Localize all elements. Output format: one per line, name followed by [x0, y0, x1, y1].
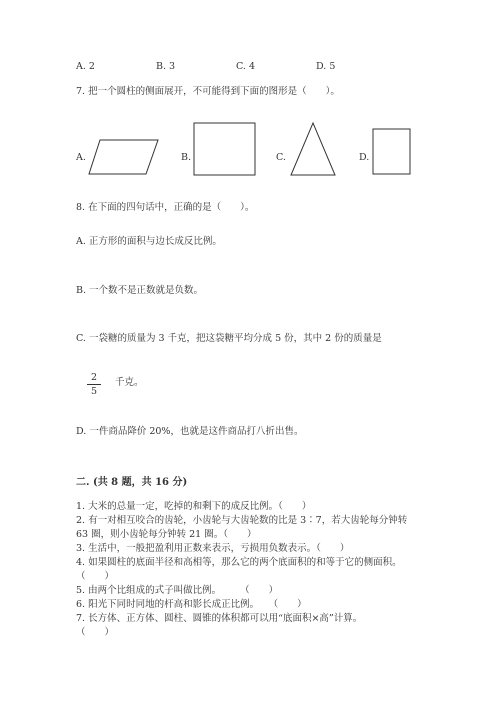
judge-item-1: 1. 大米的总量一定，吃掉的和剩下的成反比例。（ ） [76, 501, 312, 512]
judge-item-2: 2. 有一对相互咬合的齿轮，小齿轮与大齿轮数的比是 3∶7，若大齿轮每分钟转 [76, 515, 408, 526]
q6-option-d: D. 5 [316, 61, 336, 72]
fraction-two-fifths [87, 372, 101, 397]
judge-item-2-cont: 63 圈，则小齿轮每分钟转 21 圈。（ ） [76, 529, 257, 540]
judge-item-4: 4. 如果圆柱的底面半径和高相等，那么它的两个底面积的和等于它的侧面积。 [76, 557, 402, 568]
fraction-denominator: 5 [90, 386, 98, 397]
q6-option-b: B. 3 [156, 61, 176, 72]
parallelogram-shape [88, 139, 160, 175]
judge-item-5: 5. 由两个比组成的式子叫做比例。 （ ） [76, 585, 279, 596]
q6-option-c: C. 4 [236, 61, 256, 72]
q7-label-d: D. [359, 152, 370, 163]
q8-option-a: A. 正方形的面积与边长成反比例。 [76, 236, 222, 247]
section-two-title: 二. (共 8 题，共 16 分) [76, 477, 188, 488]
fraction-bar [87, 384, 101, 385]
q8-option-c: C. 一袋糖的质量为 3 千克，把这袋糖平均分成 5 份，其中 2 份的质量是 [76, 333, 382, 344]
q8-option-b: B. 一个数不是正数就是负数。 [76, 285, 204, 296]
q8-option-c-unit: 千克。 [115, 377, 144, 388]
q7-stem: 7. 把一个圆柱的侧面展开，不可能得到下面的图形是（ ）。 [76, 86, 340, 97]
judge-item-4-cont: （ ） [76, 571, 115, 582]
q8-stem: 8. 在下面的四句话中，正确的是（ ）。 [76, 202, 255, 213]
judge-item-6: 6. 阳光下同时同地的杆高和影长成正比例。 （ ） [76, 599, 307, 610]
judge-item-7-cont: （ ） [76, 627, 115, 638]
q6-option-a: A. 2 [76, 61, 95, 72]
rectangle-shape [372, 128, 412, 176]
triangle-shape [290, 122, 336, 176]
judge-item-3: 3. 生活中，一般把盈利用正数来表示，亏损用负数表示。（ ） [76, 543, 350, 554]
fraction-numerator: 2 [90, 372, 98, 383]
q8-option-d: D. 一件商品降价 20%，也就是这件商品打八折出售。 [76, 426, 304, 437]
q7-label-a: A. [76, 152, 86, 163]
q7-label-c: C. [276, 152, 286, 163]
judge-item-7: 7. 长方体、正方体、圆柱、圆锥的体积都可以用“底面积×高”计算。 [76, 613, 363, 624]
square-shape [193, 122, 257, 176]
q7-label-b: B. [181, 152, 192, 163]
